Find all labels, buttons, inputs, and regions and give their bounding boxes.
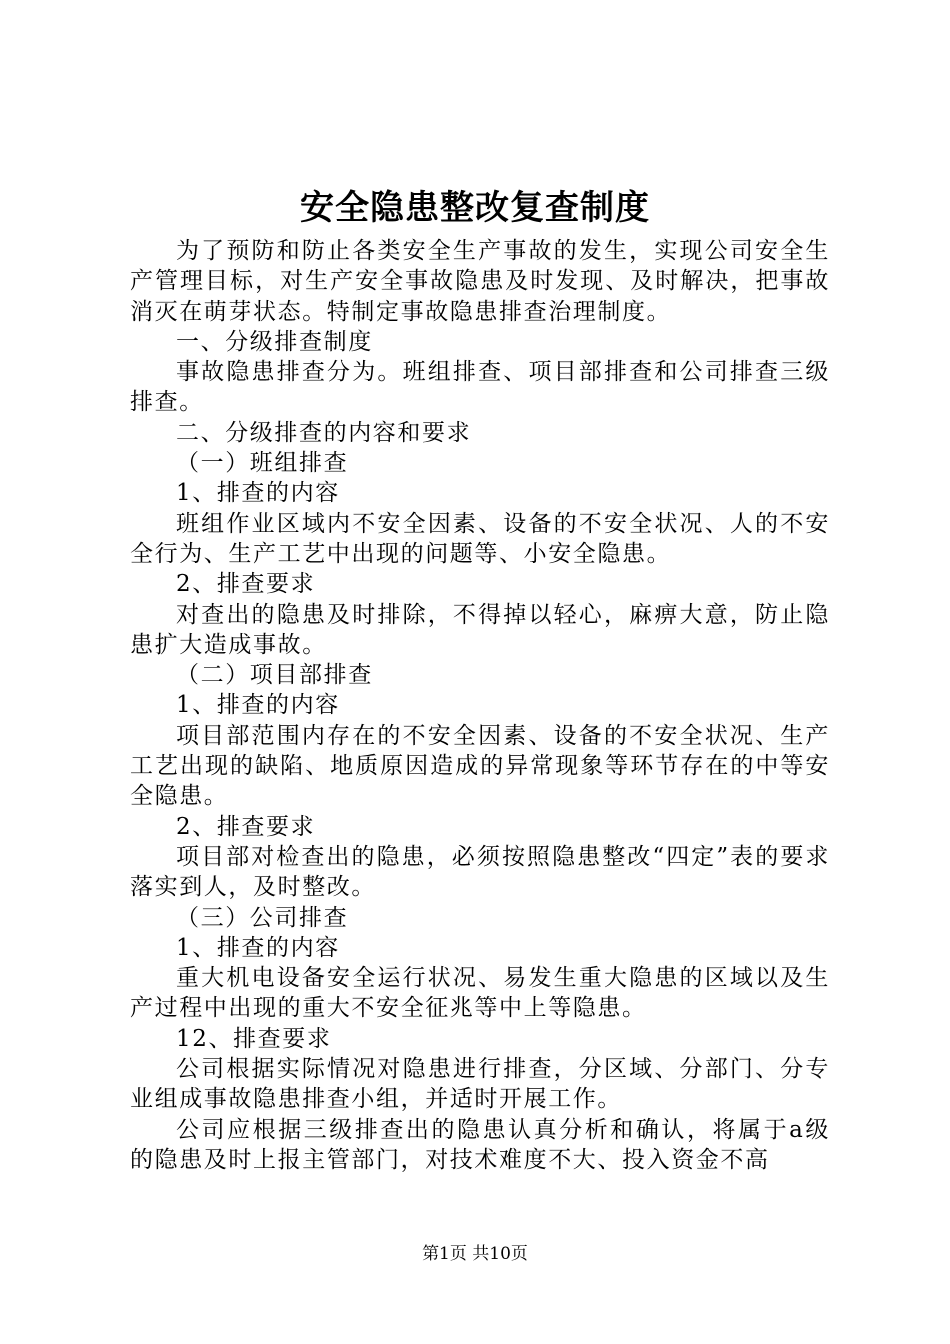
page-number-footer: 第1页 共10页: [422, 1244, 528, 1264]
subsection-heading: （三）公司排查: [176, 904, 349, 931]
paragraph: 班组作业区域内不安全因素、设备的不安全状况、人的不安全行为、生产工艺中出现的问题等、小安全隐患。: [130, 510, 830, 567]
item-heading: 2、排查要求: [176, 813, 316, 840]
item-heading: 1、排查的内容: [176, 480, 340, 507]
section-heading-2: 二、分级排查的内容和要求: [176, 419, 472, 446]
paragraph: 项目部范围内存在的不安全因素、设备的不安全状况、生产工艺出现的缺陷、地质原因造成的异常现象等环节存在的中等安全隐患。: [130, 722, 830, 810]
paragraph: 对查出的隐患及时排除，不得掉以轻心，麻痹大意，防止隐患扩大造成事故。: [130, 601, 830, 658]
paragraph: 公司应根据三级排查出的隐患认真分析和确认，将属于a级的隐患及时上报主管部门，对技术难度不大、投入资金不高: [130, 1116, 830, 1173]
paragraph: 公司根据实际情况对隐患进行排查，分区域、分部门、分专业组成事故隐患排查小组，并适时开展工作。: [130, 1056, 830, 1113]
paragraph-intro: 为了预防和防止各类安全生产事故的发生，实现公司安全生产管理目标，对生产安全事故隐患及时发现、及时解决，把事故消灭在萌芽状态。特制定事故隐患排查治理制度。: [130, 238, 830, 325]
paragraph: 项目部对检查出的隐患，必须按照隐患整改“四定”表的要求落实到人，及时整改。: [130, 843, 830, 901]
document-body: [130, 236, 830, 1175]
item-heading: 2、排查要求: [176, 571, 316, 598]
paragraph: 事故隐患排查分为。班组排查、项目部排查和公司排查三级排查。: [130, 359, 830, 416]
item-heading: 1、排查的内容: [176, 934, 340, 961]
subsection-heading: （一）班组排查: [176, 450, 349, 477]
subsection-heading: （二）项目部排查: [176, 662, 373, 689]
item-heading: 1、排查的内容: [176, 692, 340, 719]
section-heading-1: 一、分级排查制度: [176, 328, 373, 355]
item-heading: 12、排查要求: [176, 1025, 332, 1052]
paragraph: 重大机电设备安全运行状况、易发生重大隐患的区域以及生产过程中出现的重大不安全征兆等中上等隐患。: [130, 965, 830, 1022]
document-title: 安全隐患整改复查制度: [300, 188, 650, 228]
